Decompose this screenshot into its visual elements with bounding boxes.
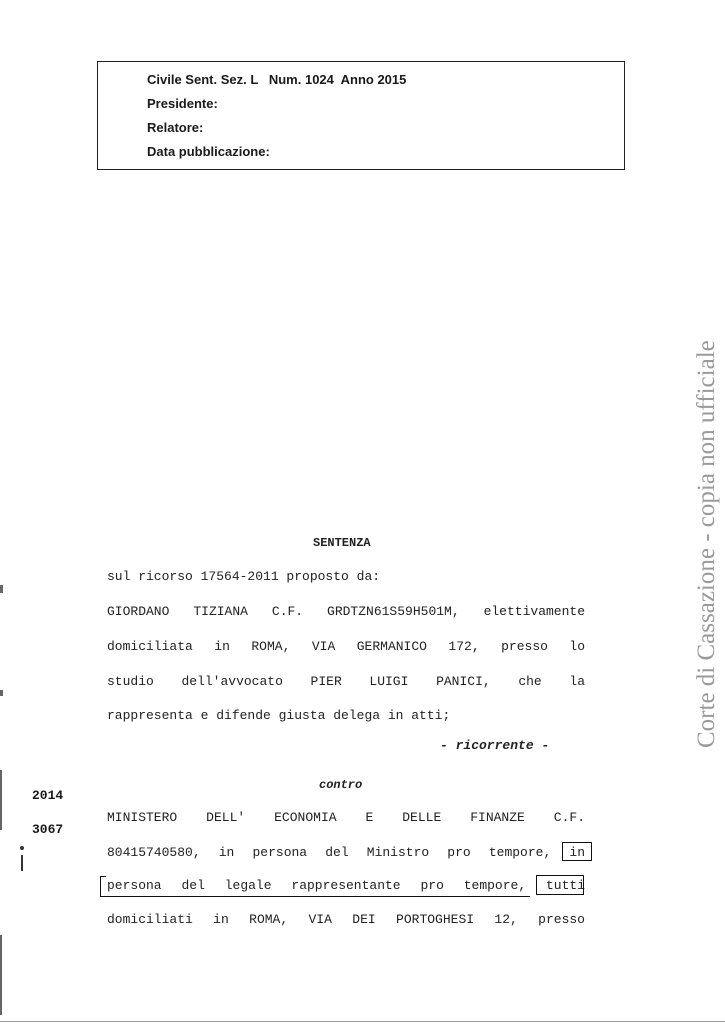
header-presidente: Presidente: bbox=[147, 96, 218, 111]
margin-tick-mark bbox=[21, 855, 23, 871]
document-title: SENTENZA bbox=[313, 536, 371, 550]
scan-edge-mark bbox=[0, 770, 2, 830]
body-line-4: studio dell'avvocato PIER LUIGI PANICI, che la bbox=[107, 674, 585, 689]
body-line-1: sul ricorso 17564-2011 proposto da: bbox=[107, 569, 381, 584]
scan-edge-mark bbox=[0, 585, 3, 593]
margin-dot-mark bbox=[20, 846, 24, 850]
body-line-3: domiciliata in ROMA, VIA GERMANICO 172, presso lo bbox=[107, 639, 585, 654]
document-header-box bbox=[97, 61, 625, 170]
ricorrente-label: - ricorrente - bbox=[440, 738, 550, 753]
body-line-5: rappresenta e difende giusta delega in atti; bbox=[107, 708, 451, 723]
scan-edge-mark bbox=[0, 690, 3, 696]
margin-number: 3067 bbox=[32, 822, 64, 837]
header-data-pubblicazione: Data pubblicazione: bbox=[147, 144, 270, 159]
body-line-2: GIORDANO TIZIANA C.F. GRDTZN61S59H501M, elettivamente bbox=[107, 604, 585, 619]
margin-year: 2014 bbox=[32, 788, 64, 803]
body-line-8: persona del legale rappresentante pro tempore, tutti bbox=[107, 878, 585, 893]
header-relatore: Relatore: bbox=[147, 120, 204, 135]
correction-box-mark-2 bbox=[536, 875, 584, 895]
scan-edge-mark bbox=[0, 935, 2, 1015]
contro-label: contro bbox=[319, 778, 363, 792]
correction-bracket-mark bbox=[100, 876, 106, 897]
page-bottom-rule bbox=[0, 1021, 725, 1022]
body-line-9: domiciliati in ROMA, VIA DEI PORTOGHESI 12, presso bbox=[107, 912, 585, 927]
header-civile-sent: Civile Sent. Sez. L Num. 1024 Anno 2015 bbox=[147, 72, 407, 87]
body-line-6: MINISTERO DELL' ECONOMIA E DELLE FINANZE C.F. bbox=[107, 810, 585, 825]
correction-box-mark bbox=[562, 842, 592, 861]
body-line-7: 80415740580, in persona del Ministro pro tempore, in bbox=[107, 845, 585, 860]
watermark-text: Corte di Cassazione - copia non ufficiale bbox=[693, 340, 720, 748]
correction-underline-mark bbox=[100, 896, 530, 897]
